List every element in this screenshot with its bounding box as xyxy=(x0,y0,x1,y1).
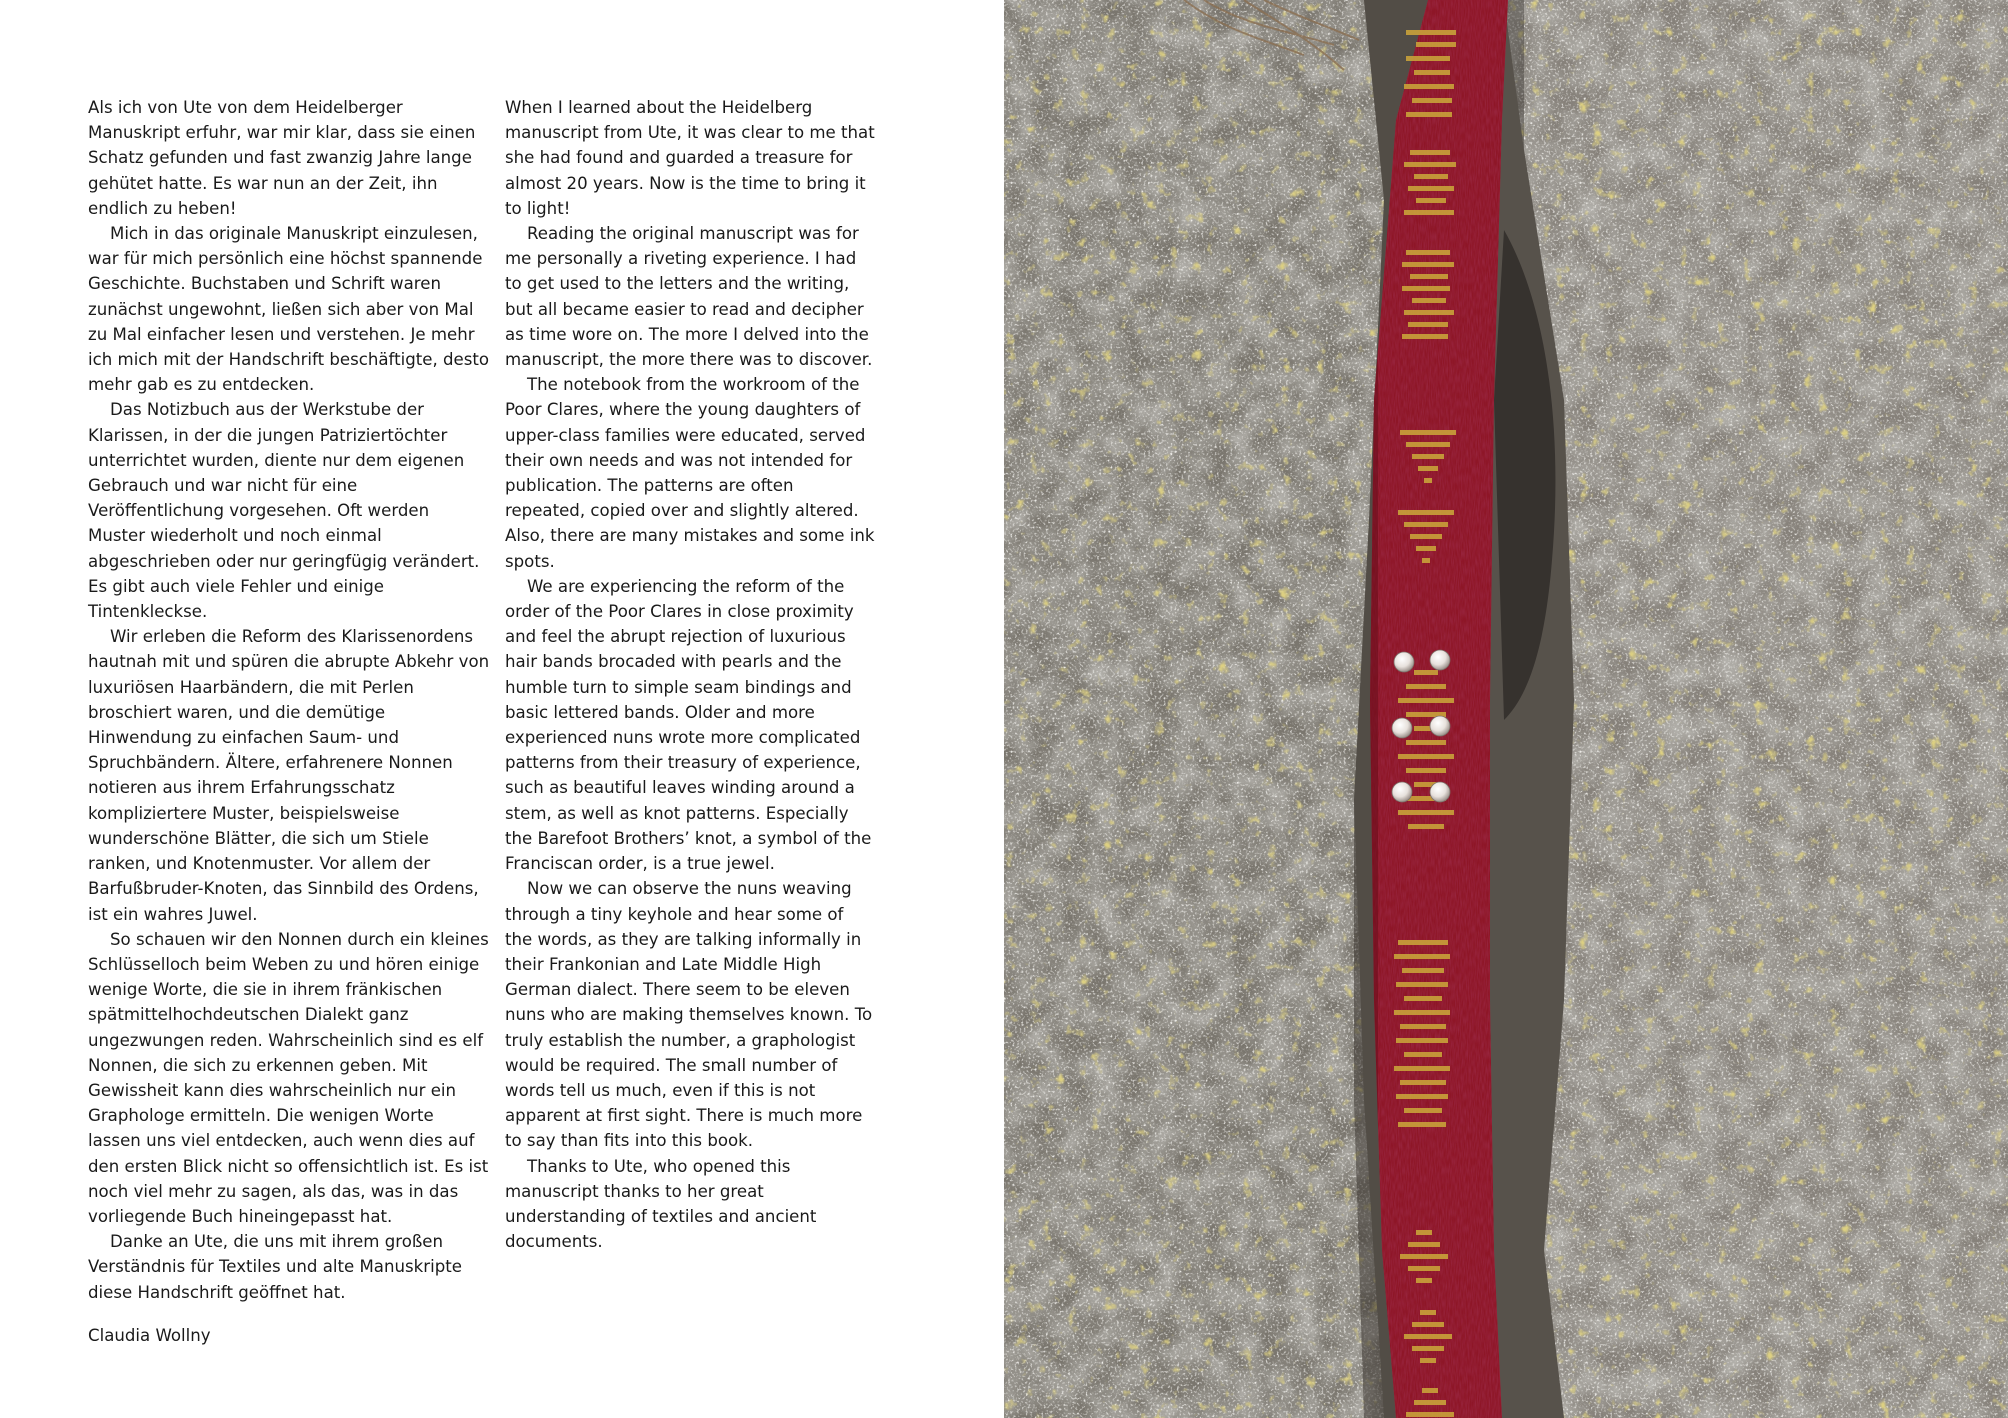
english-paragraph-1: When I learned about the Heidelberg manuscript from Ute, it was clear to me that she had found and guarded a treasure for almost 20 years. Now is the time to bring it to light! xyxy=(505,98,875,218)
german-paragraph-4: Wir erleben die Reform des Klarissenordens hautnah mit und spüren die abrupte Abkehr von luxuriösen Haarbändern, die mit Perlen broschiert waren, und die demütige Hinwendung zu einfachen Saum- und Spruchbändern. Ältere, erfahrenere Nonnen notieren aus ihrem Erfahrungsschatz kompliziertere Muster, beispielsweise wunderschöne Blätter, die sich um Stiele ranken, und Knotenmuster. Vor allem der Barfußbruder-Knoten, das Sinnbild des Ordens, ist ein wahres Juwel. xyxy=(88,627,490,924)
english-paragraph-3: The notebook from the workroom of the Poor Clares, where the young daughters of upper-class families were educated, served their own needs and was not intended for publication. The patterns are often repeated, copied over and slightly altered. Also, there are many mistakes and some ink spots. xyxy=(505,375,875,571)
german-paragraph-2: Mich in das originale Manuskript einzulesen, war für mich persönlich eine höchst spannende Geschichte. Buchstaben und Schrift waren zunächst ungewohnt, ließen sich aber von Mal zu Mal einfacher lesen und verstehen. Je mehr ich mich mit der Handschrift beschäftigte, desto mehr gab es zu entdecken. xyxy=(88,224,490,395)
english-paragraph-4: We are experiencing the reform of the order of the Poor Clares in close proximity and feel the abrupt rejection of luxurious hair bands brocaded with pearls and the humble turn to simple seam bindings and basic lettered bands. Older and more experienced nuns wrote more complicated patterns from their treasury of experience, such as beautiful leaves winding around a stem, as well as knot patterns. Especially the Barefoot Brothers’ knot, a symbol of the Franciscan order, is a true jewel. xyxy=(505,576,872,874)
photo-illustration xyxy=(1004,0,2008,1418)
english-paragraph-5: Now we can observe the nuns weaving through a tiny keyhole and hear some of the words, as they are talking informally in their Frankonian and Late Middle High German dialect. There seem to be eleven nuns who are making themselves known. To truly establish the number, a graphologist would be required. The small number of words tell us much, even if this is not apparent at first sight. There is much more to say than fits into this book. xyxy=(505,879,873,1151)
german-paragraph-3: Das Notizbuch aus der Werkstube der Klarissen, in der die jungen Patriziertöchter unterrichtet wurden, diente nur dem eigenen Gebrauch und war nicht für eine Veröffentlichung vorgesehen. Oft werden Muster wiederholt und noch einmal abgeschrieben oder nur geringfügig verändert. Es gibt auch viele Fehler und einige Tintenkleckse. xyxy=(88,400,480,622)
woven-band-photo xyxy=(1004,0,2008,1418)
english-paragraph-2: Reading the original manuscript was for me personally a riveting experience. I had to get used to the letters and the writing, but all became easier to read and decipher as time wore on. The more I delved into the manuscript, the more there was to discover. xyxy=(505,224,873,370)
german-paragraph-1: Als ich von Ute von dem Heidelberger Manuskript erfuhr, war mir klar, dass sie einen Schatz gefunden und fast zwanzig Jahre lange gehütet hatte. Es war nun an der Zeit, ihn endlich zu heben! xyxy=(88,98,476,218)
german-paragraph-6: Danke an Ute, die uns mit ihrem großen Verständnis für Textiles und alte Manuskripte diese Handschrift geöffnet hat. xyxy=(88,1232,462,1302)
german-text-column xyxy=(88,95,490,1305)
english-paragraph-6: Thanks to Ute, who opened this manuscript thanks to her great understanding of textiles and ancient documents. xyxy=(505,1156,817,1252)
author-signature: Claudia Wollny xyxy=(88,1326,211,1345)
german-paragraph-5: So schauen wir den Nonnen durch ein kleines Schlüsselloch beim Weben zu und hören einige wenige Worte, die sie in ihrem fränkischen spätmittelhochdeutschen Dialekt ganz ungezwungen reden. Wahrscheinlich sind es elf Nonnen, die sich zu erkennen geben. Mit Gewissheit kann dies wahrscheinlich nur ein Graphologe ermitteln. Die wenigen Worte lassen uns viel entdecken, auch wenn dies auf den ersten Blick nicht so offensichtlich ist. Es ist noch viel mehr zu sagen, als das, was in das vorliegende Buch hineingepasst hat. xyxy=(88,929,489,1226)
english-text-column xyxy=(505,95,875,1254)
